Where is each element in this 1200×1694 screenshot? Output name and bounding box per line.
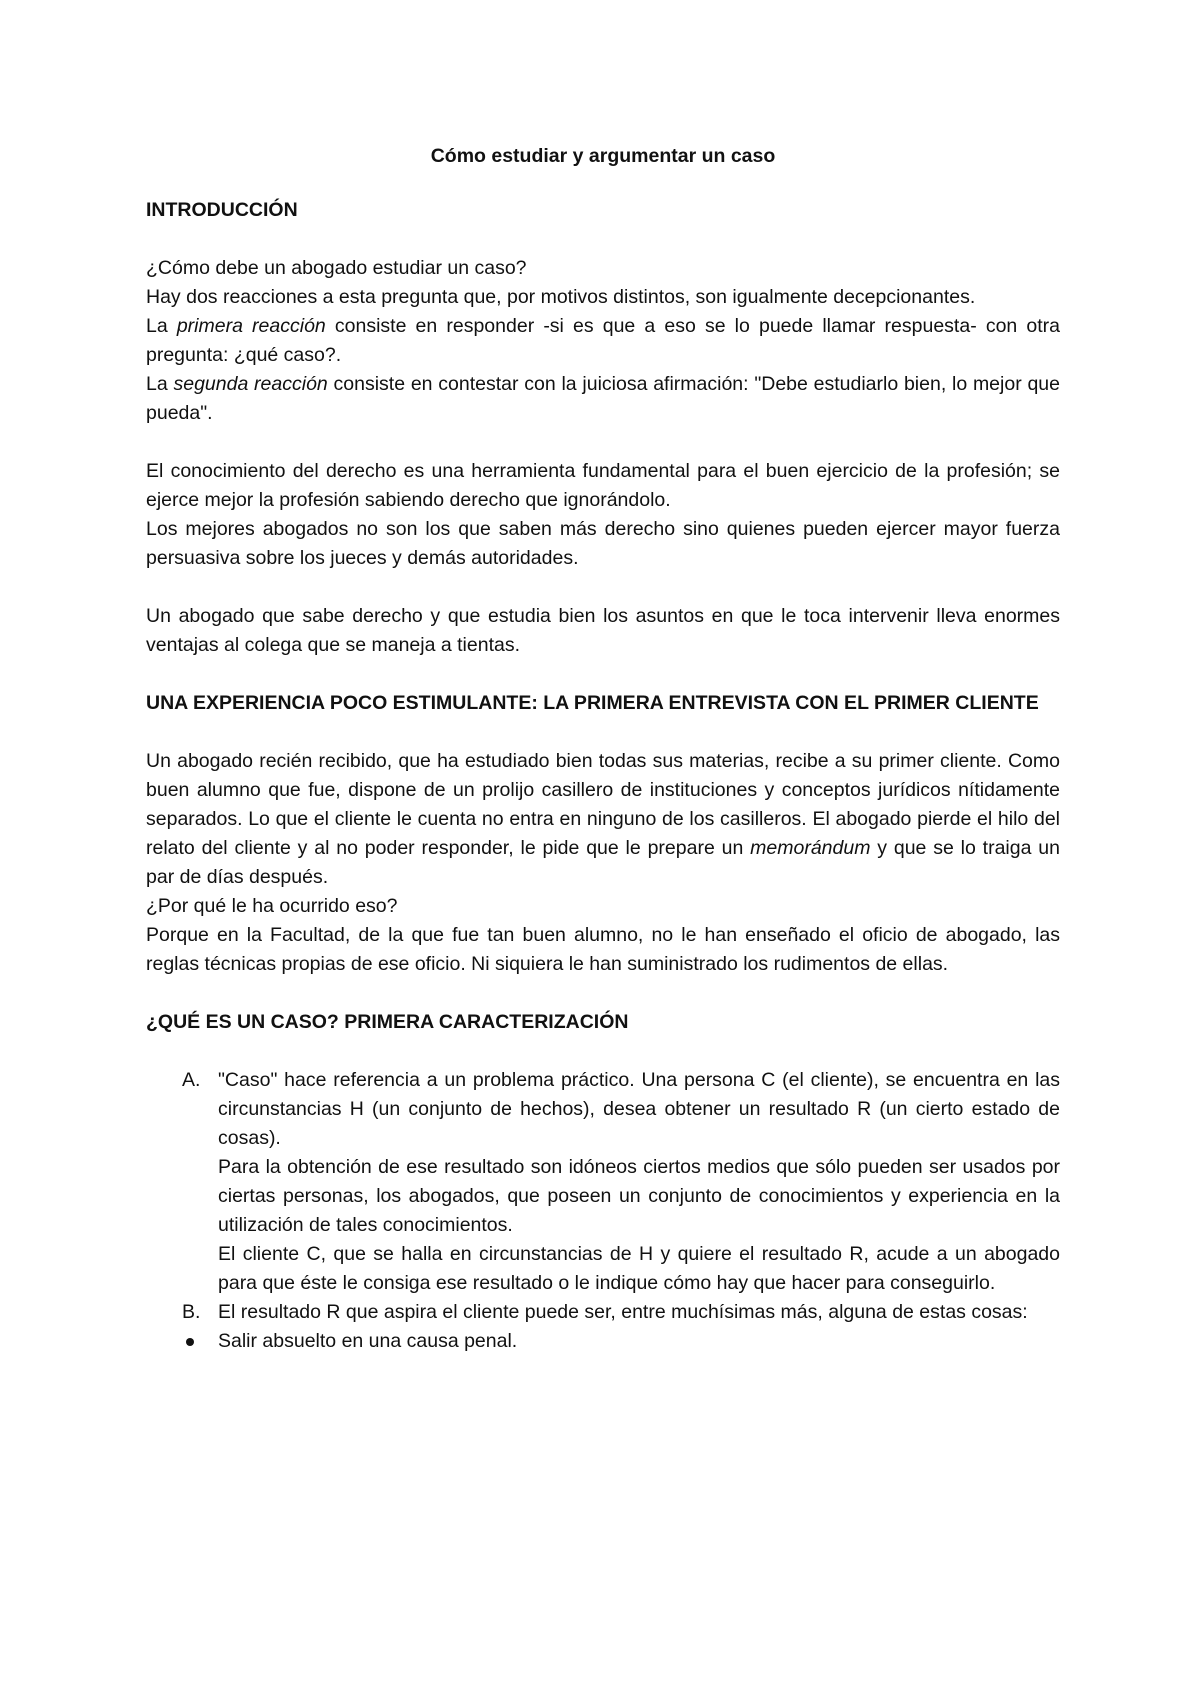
text-run: Un abogado recién recibido, que ha estudiado bien todas sus materias, recibe a su primer cliente. Como buen alumno que fue, dispone de un prolijo casillero de instituciones y conceptos jurídicos nítidamente separados. Lo que el cliente le cuenta no entra en ninguno de los casilleros. El abogado pierde el hilo del relato del cliente y al no poder responder, le pide que le prepare un bbox=[146, 750, 1060, 859]
text-run: consiste en contestar con la juiciosa afirmación: "Debe estudiarlo bien, lo mejor que pueda". bbox=[146, 373, 1061, 424]
intro-paragraph-4 bbox=[146, 370, 1060, 428]
heading-experiencia: UNA EXPERIENCIA POCO ESTIMULANTE: LA PRIMERA ENTREVISTA CON EL PRIMER CLIENTE bbox=[146, 692, 1039, 714]
list-item-a bbox=[146, 1066, 1060, 1298]
spacer bbox=[146, 979, 1060, 1008]
spacer bbox=[146, 573, 1060, 602]
list-item-a-paragraph-2: Para la obtención de ese resultado son idóneos ciertos medios que sólo pueden ser usados por ciertas personas, los abogados, que poseen un conjunto de conocimientos y experiencia en la utilización de tales conocimientos. bbox=[218, 1156, 1060, 1236]
list-item-a-paragraph-1: "Caso" hace referencia a un problema práctico. Una persona C (el cliente), se encuentra en las circunstancias H (un conjunto de hechos), desea obtener un resultado R (un cierto estado de cosas). bbox=[218, 1069, 1060, 1149]
intro-paragraph-1: ¿Cómo debe un abogado estudiar un caso? bbox=[146, 257, 527, 279]
caso-list bbox=[146, 1066, 1060, 1327]
experiencia-paragraph-3: Porque en la Facultad, de la que fue tan buen alumno, no le han enseñado el oficio de abogado, las reglas técnicas propias de ese oficio. Ni siquiera le han suministrado los rudimentos de ellas. bbox=[146, 924, 1060, 975]
text-run: La bbox=[146, 373, 174, 395]
intro-paragraph-5: El conocimiento del derecho es una herramienta fundamental para el buen ejercicio de la profesión; se ejerce mejor la profesión sabiendo derecho que ignorándolo. bbox=[146, 460, 1060, 511]
bullet-dot-icon bbox=[186, 1338, 194, 1346]
text-run: y que se lo traiga un par de días después. bbox=[146, 837, 1060, 888]
experiencia-paragraph-2: ¿Por qué le ha ocurrido eso? bbox=[146, 895, 398, 917]
heading-introduccion: INTRODUCCIÓN bbox=[146, 199, 298, 221]
spacer bbox=[146, 1037, 1060, 1066]
bullet-item bbox=[146, 1327, 1060, 1356]
text-run: consiste en responder -si es que a eso se lo puede llamar respuesta- con otra pregunta: ¿qué caso?. bbox=[146, 315, 1060, 366]
spacer bbox=[146, 718, 1060, 747]
emphasis-segunda-reaccion: segunda reacción bbox=[173, 373, 328, 395]
intro-paragraph-7: Un abogado que sabe derecho y que estudia bien los asuntos en que le toca intervenir lleva enormes ventajas al colega que se maneja a tientas. bbox=[146, 605, 1060, 656]
list-item-b-paragraph-1: El resultado R que aspira el cliente puede ser, entre muchísimas más, alguna de estas cosas: bbox=[218, 1301, 1028, 1323]
spacer bbox=[146, 225, 1060, 254]
list-item-b bbox=[146, 1298, 1060, 1327]
spacer bbox=[146, 428, 1060, 457]
list-item-a-paragraph-3: El cliente C, que se halla en circunstancias de H y quiere el resultado R, acude a un abogado para que éste le consiga ese resultado o le indique cómo hay que hacer para conseguirlo. bbox=[218, 1243, 1060, 1294]
emphasis-memorandum: memorándum bbox=[750, 837, 871, 859]
spacer bbox=[146, 660, 1060, 689]
list-marker: B. bbox=[182, 1301, 201, 1323]
document-page bbox=[146, 142, 1060, 1356]
document-title: Cómo estudiar y argumentar un caso bbox=[430, 145, 776, 167]
heading-que-es-un-caso: ¿QUÉ ES UN CASO? PRIMERA CARACTERIZACIÓN bbox=[146, 1011, 629, 1033]
text-run: La bbox=[146, 315, 177, 337]
intro-paragraph-6: Los mejores abogados no son los que saben más derecho sino quienes pueden ejercer mayor fuerza persuasiva sobre los jueces y demás autoridades. bbox=[146, 518, 1060, 569]
list-marker: A. bbox=[182, 1069, 201, 1091]
bullet-text: Salir absuelto en una causa penal. bbox=[218, 1330, 518, 1352]
intro-paragraph-3 bbox=[146, 312, 1060, 370]
intro-paragraph-2: Hay dos reacciones a esta pregunta que, por motivos distintos, son igualmente decepcionantes. bbox=[146, 286, 976, 308]
experiencia-paragraph-1 bbox=[146, 747, 1060, 892]
bullet-list bbox=[146, 1327, 1060, 1356]
emphasis-primera-reaccion: primera reacción bbox=[176, 315, 326, 337]
